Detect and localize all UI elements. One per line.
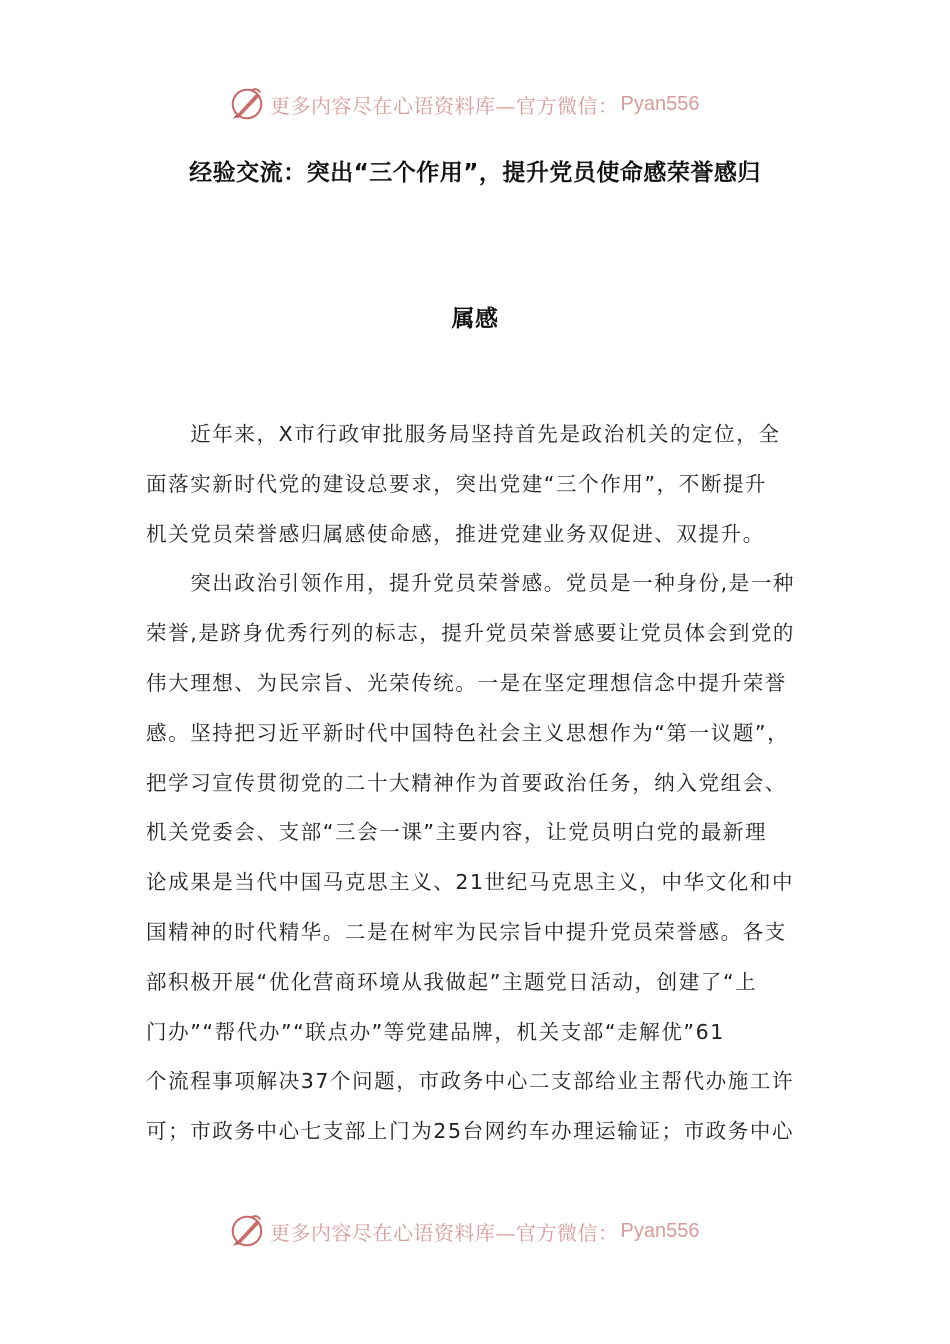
body-line: 感。坚持把习近平新时代中国特色社会主义思想作为“第一议题”， [146, 720, 790, 745]
body-line: 可；市政务中心七支部上门为25台网约车办理运输证；市政务中心 [146, 1119, 795, 1144]
body-line: 伟大理想、为民宗旨、光荣传统。一是在坚定理想信念中提升荣誉 [146, 670, 787, 695]
pen-in-circle-icon [228, 1212, 266, 1250]
body-line: 近年来，X市行政审批服务局坚持首先是政治机关的定位，全 [146, 422, 781, 446]
document-title-line-1: 经验交流：突出“三个作用”，提升党员使命感荣誉感归 [189, 160, 761, 186]
banner-wechat-id: Pyan556 [620, 1219, 700, 1242]
body-line: 部积极开展“优化营商环境从我做起”主题党日活动，创建了“上 [146, 969, 758, 994]
body-line: 论成果是当代中国马克思主义、21世纪马克思主义，中华文化和中 [146, 870, 795, 895]
watermark-banner-bottom [228, 1209, 728, 1253]
document-body [146, 414, 811, 1161]
body-line: 国精神的时代精华。二是在树牢为民宗旨中提升党员荣誉感。各支 [146, 919, 787, 944]
document-title-line-2: 属感 [451, 306, 499, 332]
body-line: 突出政治引领作用，提升党员荣誉感。党员是一种身份,是一种 [146, 571, 796, 596]
body-line: 面落实新时代党的建设总要求，突出党建“三个作用”，不断提升 [146, 471, 768, 496]
body-line: 个流程事项解决37个问题，市政务中心二支部给业主帮代办施工许 [146, 1069, 795, 1094]
banner-wechat-id: Pyan556 [620, 92, 700, 115]
banner-text: 更多内容尽在心语资料库—官方微信： [270, 93, 619, 118]
banner-text: 更多内容尽在心语资料库—官方微信： [270, 1220, 619, 1245]
watermark-banner-top [228, 82, 728, 126]
body-line: 把学习宣传贯彻党的二十大精神作为首要政治任务，纳入党组会、 [146, 770, 787, 795]
body-line: 机关党委会、支部“三会一课”主要内容，让党员明白党的最新理 [146, 820, 768, 845]
body-line: 门办”“帮代办”“联点办”等党建品牌，机关支部“走解优”61 [146, 1019, 725, 1044]
body-line: 荣誉,是跻身优秀行列的标志，提升党员荣誉感要让党员体会到党的 [146, 621, 796, 646]
pen-in-circle-icon [228, 85, 266, 123]
body-line: 机关党员荣誉感归属感使命感，推进党建业务双促进、双提升。 [146, 521, 765, 546]
